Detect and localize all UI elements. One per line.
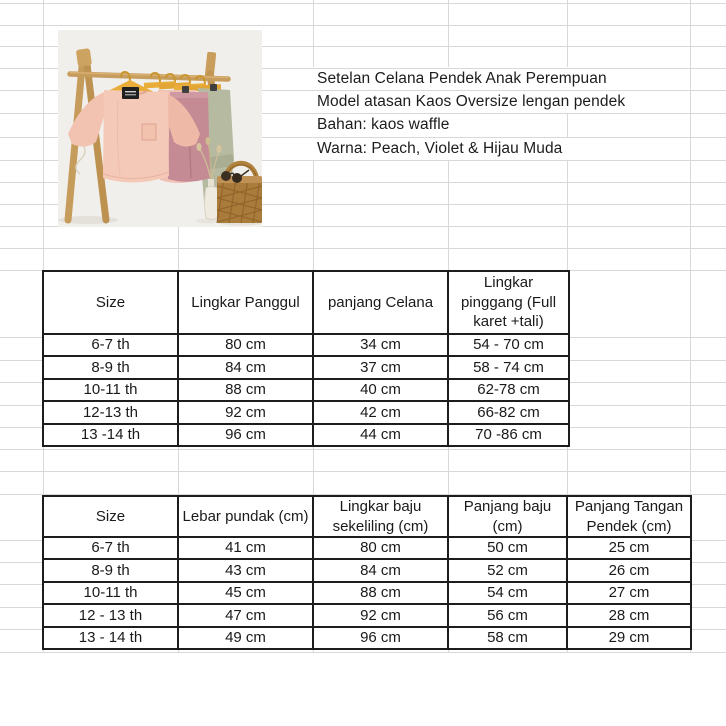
data-cell: 62-78 cm <box>448 379 569 401</box>
column-header: Panjang Tangan Pendek (cm) <box>567 496 691 537</box>
data-cell: 80 cm <box>178 334 313 356</box>
column-header: Size <box>43 496 178 537</box>
column-header: Lingkar Panggul <box>178 271 313 334</box>
data-cell: 34 cm <box>313 334 448 356</box>
table-row <box>43 604 691 626</box>
data-cell: 44 cm <box>313 424 448 446</box>
gridline-horizontal <box>0 471 726 472</box>
data-cell: 41 cm <box>178 537 313 559</box>
data-cell: 49 cm <box>178 627 313 649</box>
data-cell: 10-11 th <box>43 582 178 604</box>
table-row <box>43 379 569 401</box>
product-description-line: Bahan: kaos waffle <box>313 113 462 137</box>
shirt-size-table <box>42 495 692 650</box>
table-row <box>43 334 569 356</box>
data-cell: 43 cm <box>178 559 313 581</box>
data-cell: 84 cm <box>313 559 448 581</box>
data-cell: 37 cm <box>313 356 448 378</box>
column-header: Size <box>43 271 178 334</box>
table-row <box>43 356 569 378</box>
data-cell: 12 - 13 th <box>43 604 178 626</box>
table-row <box>43 582 691 604</box>
data-cell: 54 cm <box>448 582 567 604</box>
data-cell: 8-9 th <box>43 356 178 378</box>
column-header: panjang Celana <box>313 271 448 334</box>
data-cell: 54 - 70 cm <box>448 334 569 356</box>
gridline-horizontal <box>0 248 726 249</box>
data-cell: 27 cm <box>567 582 691 604</box>
data-cell: 10-11 th <box>43 379 178 401</box>
data-cell: 52 cm <box>448 559 567 581</box>
data-cell: 6-7 th <box>43 537 178 559</box>
data-cell: 92 cm <box>313 604 448 626</box>
data-cell: 58 - 74 cm <box>448 356 569 378</box>
gridline-horizontal <box>0 652 726 653</box>
table-row <box>43 424 569 446</box>
gridline-horizontal <box>0 3 726 4</box>
data-cell: 8-9 th <box>43 559 178 581</box>
product-description-line: Setelan Celana Pendek Anak Perempuan <box>313 67 619 90</box>
product-photo-illustration <box>58 30 262 227</box>
column-header: Lingkar pinggang (Full karet +tali) <box>448 271 569 334</box>
data-cell: 84 cm <box>178 356 313 378</box>
data-cell: 25 cm <box>567 537 691 559</box>
data-cell: 29 cm <box>567 627 691 649</box>
data-cell: 88 cm <box>313 582 448 604</box>
data-cell: 50 cm <box>448 537 567 559</box>
data-cell: 45 cm <box>178 582 313 604</box>
data-cell: 80 cm <box>313 537 448 559</box>
table-row <box>43 627 691 649</box>
table-row <box>43 401 569 423</box>
data-cell: 70 -86 cm <box>448 424 569 446</box>
column-header: Panjang baju (cm) <box>448 496 567 537</box>
pants-size-table <box>42 270 570 447</box>
data-cell: 13 -14 th <box>43 424 178 446</box>
data-cell: 13 - 14 th <box>43 627 178 649</box>
data-cell: 40 cm <box>313 379 448 401</box>
data-cell: 58 cm <box>448 627 567 649</box>
data-cell: 66-82 cm <box>448 401 569 423</box>
gridline-horizontal <box>0 449 726 450</box>
data-cell: 88 cm <box>178 379 313 401</box>
product-description-line: Warna: Peach, Violet & Hijau Muda <box>313 137 574 160</box>
column-header: Lingkar baju sekeliling (cm) <box>313 496 448 537</box>
data-cell: 96 cm <box>313 627 448 649</box>
data-cell: 47 cm <box>178 604 313 626</box>
data-cell: 92 cm <box>178 401 313 423</box>
data-cell: 56 cm <box>448 604 567 626</box>
data-cell: 26 cm <box>567 559 691 581</box>
data-cell: 96 cm <box>178 424 313 446</box>
data-cell: 42 cm <box>313 401 448 423</box>
data-cell: 12-13 th <box>43 401 178 423</box>
data-cell: 6-7 th <box>43 334 178 356</box>
column-header: Lebar pundak (cm) <box>178 496 313 537</box>
table-row <box>43 537 691 559</box>
product-description-line: Model atasan Kaos Oversize lengan pendek <box>313 90 637 113</box>
data-cell: 28 cm <box>567 604 691 626</box>
product-photo <box>58 30 262 227</box>
table-row <box>43 559 691 581</box>
gridline-horizontal <box>0 25 726 26</box>
